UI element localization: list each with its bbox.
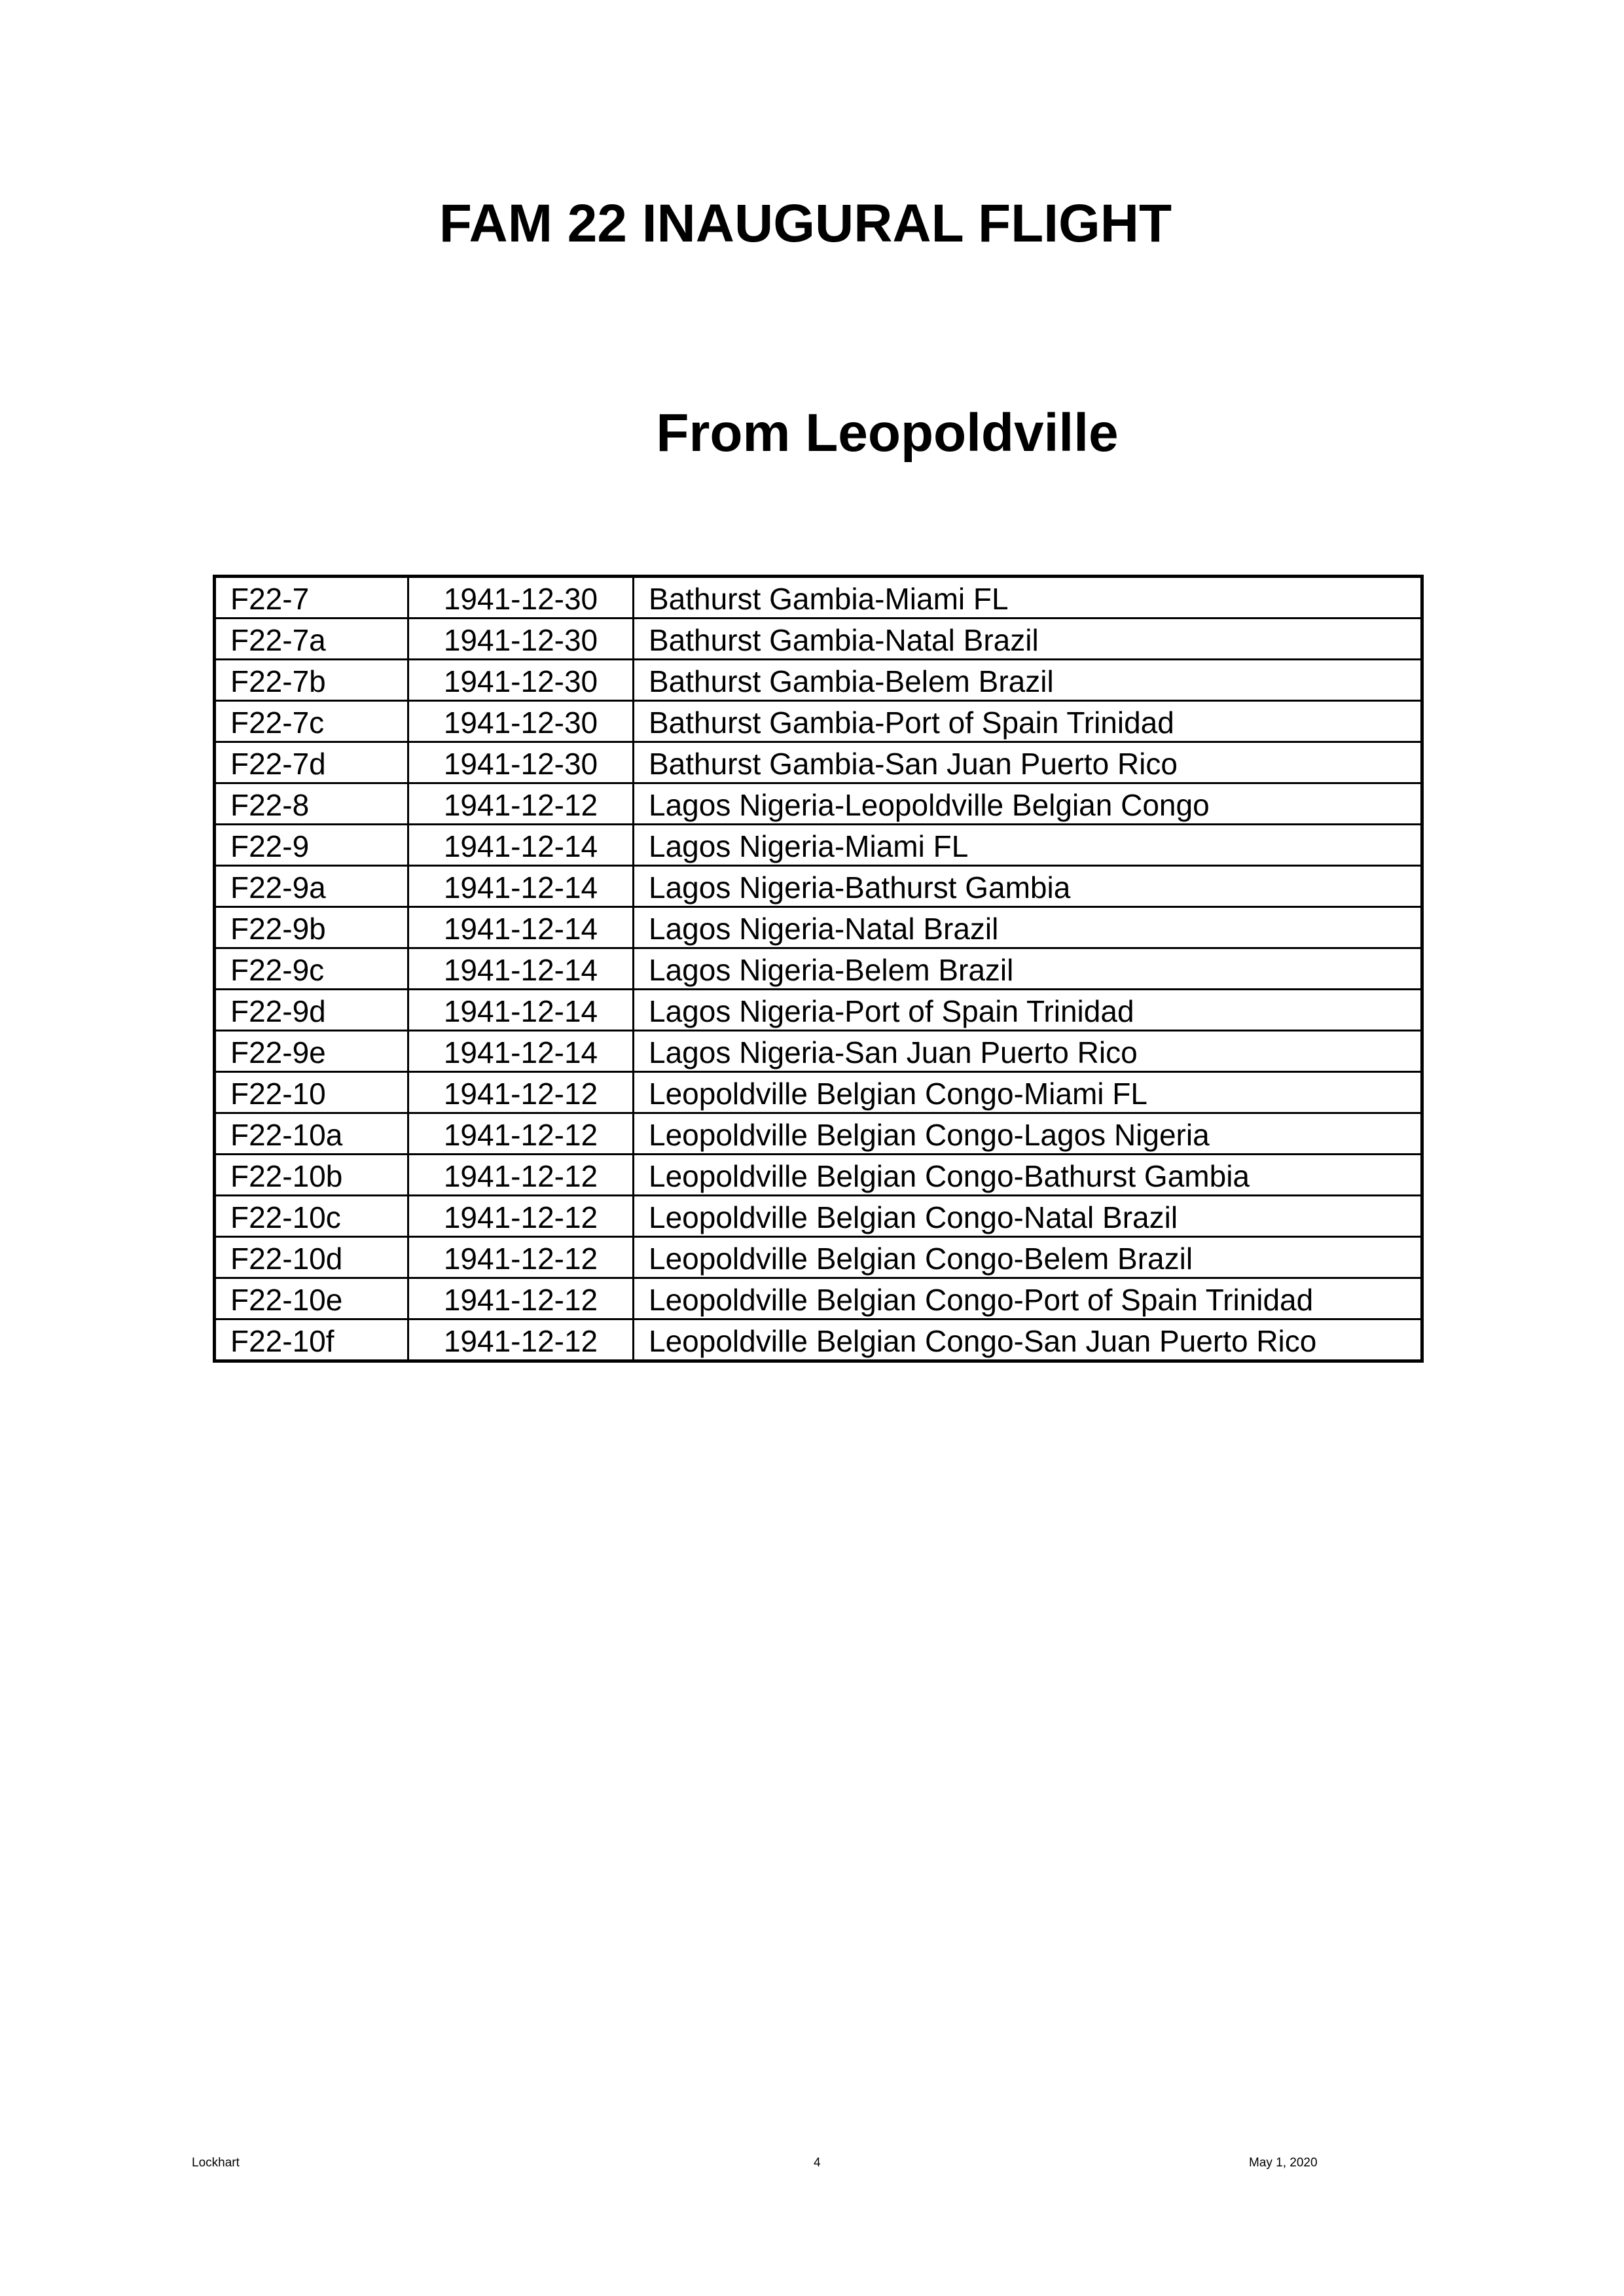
table-row bbox=[215, 1155, 1422, 1196]
flight-id-cell: F22-8 bbox=[215, 783, 408, 825]
flight-id-cell: F22-9e bbox=[215, 1031, 408, 1072]
flight-date-cell: 1941-12-14 bbox=[408, 825, 634, 866]
table-row bbox=[215, 1237, 1422, 1278]
flight-id-cell: F22-10 bbox=[215, 1072, 408, 1113]
flight-id-cell: F22-9d bbox=[215, 990, 408, 1031]
flight-route-cell: Leopoldville Belgian Congo-Bathurst Gambia bbox=[634, 1155, 1422, 1196]
flight-date-cell: 1941-12-12 bbox=[408, 1072, 634, 1113]
table-row bbox=[215, 907, 1422, 948]
flight-route-cell: Leopoldville Belgian Congo-Lagos Nigeria bbox=[634, 1113, 1422, 1155]
page-title: FAM 22 INAUGURAL FLIGHT bbox=[439, 194, 1172, 253]
table-row bbox=[215, 619, 1422, 660]
flight-id-cell: F22-10f bbox=[215, 1319, 408, 1361]
flight-date-cell: 1941-12-30 bbox=[408, 577, 634, 619]
flight-route-cell: Leopoldville Belgian Congo-Natal Brazil bbox=[634, 1196, 1422, 1237]
flight-route-cell: Leopoldville Belgian Congo-Belem Brazil bbox=[634, 1237, 1422, 1278]
flight-id-cell: F22-9a bbox=[215, 866, 408, 907]
flight-id-cell: F22-10e bbox=[215, 1278, 408, 1319]
flight-route-cell: Bathurst Gambia-Miami FL bbox=[634, 577, 1422, 619]
table-row bbox=[215, 825, 1422, 866]
flight-route-cell: Lagos Nigeria-Miami FL bbox=[634, 825, 1422, 866]
flight-date-cell: 1941-12-30 bbox=[408, 701, 634, 742]
flight-id-cell: F22-7 bbox=[215, 577, 408, 619]
flight-route-cell: Lagos Nigeria-Belem Brazil bbox=[634, 948, 1422, 990]
flight-route-cell: Lagos Nigeria-Leopoldville Belgian Congo bbox=[634, 783, 1422, 825]
flight-route-cell: Lagos Nigeria-Bathurst Gambia bbox=[634, 866, 1422, 907]
flight-route-cell: Leopoldville Belgian Congo-San Juan Puerto Rico bbox=[634, 1319, 1422, 1361]
flights-table bbox=[213, 575, 1424, 1363]
flight-route-cell: Bathurst Gambia-San Juan Puerto Rico bbox=[634, 742, 1422, 783]
flight-id-cell: F22-9c bbox=[215, 948, 408, 990]
flight-date-cell: 1941-12-12 bbox=[408, 1237, 634, 1278]
flight-route-cell: Leopoldville Belgian Congo-Port of Spain Trinidad bbox=[634, 1278, 1422, 1319]
table-row bbox=[215, 1113, 1422, 1155]
flight-route-cell: Lagos Nigeria-San Juan Puerto Rico bbox=[634, 1031, 1422, 1072]
table-row bbox=[215, 1278, 1422, 1319]
flight-date-cell: 1941-12-12 bbox=[408, 1278, 634, 1319]
footer-author: Lockhart bbox=[192, 2156, 240, 2170]
flight-route-cell: Lagos Nigeria-Port of Spain Trinidad bbox=[634, 990, 1422, 1031]
table-row bbox=[215, 990, 1422, 1031]
flight-date-cell: 1941-12-12 bbox=[408, 1113, 634, 1155]
flight-id-cell: F22-7b bbox=[215, 660, 408, 701]
table-row bbox=[215, 660, 1422, 701]
flight-date-cell: 1941-12-14 bbox=[408, 1031, 634, 1072]
table-row bbox=[215, 701, 1422, 742]
flight-route-cell: Leopoldville Belgian Congo-Miami FL bbox=[634, 1072, 1422, 1113]
flight-route-cell: Bathurst Gambia-Port of Spain Trinidad bbox=[634, 701, 1422, 742]
flight-date-cell: 1941-12-30 bbox=[408, 660, 634, 701]
page-subtitle: From Leopoldville bbox=[656, 403, 1119, 463]
footer-date: May 1, 2020 bbox=[1249, 2156, 1318, 2170]
table-row bbox=[215, 948, 1422, 990]
flight-route-cell: Bathurst Gambia-Belem Brazil bbox=[634, 660, 1422, 701]
table-row bbox=[215, 1031, 1422, 1072]
flight-id-cell: F22-10b bbox=[215, 1155, 408, 1196]
flight-date-cell: 1941-12-14 bbox=[408, 866, 634, 907]
flight-route-cell: Bathurst Gambia-Natal Brazil bbox=[634, 619, 1422, 660]
flight-date-cell: 1941-12-14 bbox=[408, 907, 634, 948]
table-row bbox=[215, 866, 1422, 907]
flight-id-cell: F22-7a bbox=[215, 619, 408, 660]
table-row bbox=[215, 783, 1422, 825]
flight-id-cell: F22-7d bbox=[215, 742, 408, 783]
flight-date-cell: 1941-12-12 bbox=[408, 1155, 634, 1196]
table-row bbox=[215, 1072, 1422, 1113]
flight-id-cell: F22-7c bbox=[215, 701, 408, 742]
flight-id-cell: F22-9b bbox=[215, 907, 408, 948]
flight-date-cell: 1941-12-14 bbox=[408, 990, 634, 1031]
flight-date-cell: 1941-12-30 bbox=[408, 619, 634, 660]
flights-table-body bbox=[215, 577, 1422, 1361]
footer-page-number: 4 bbox=[814, 2156, 821, 2170]
table-row bbox=[215, 577, 1422, 619]
flight-id-cell: F22-10d bbox=[215, 1237, 408, 1278]
flight-id-cell: F22-10a bbox=[215, 1113, 408, 1155]
table-row bbox=[215, 1196, 1422, 1237]
flight-date-cell: 1941-12-12 bbox=[408, 783, 634, 825]
flight-date-cell: 1941-12-14 bbox=[408, 948, 634, 990]
flight-route-cell: Lagos Nigeria-Natal Brazil bbox=[634, 907, 1422, 948]
flight-date-cell: 1941-12-12 bbox=[408, 1196, 634, 1237]
flight-id-cell: F22-9 bbox=[215, 825, 408, 866]
table-row bbox=[215, 1319, 1422, 1361]
flight-date-cell: 1941-12-30 bbox=[408, 742, 634, 783]
flight-date-cell: 1941-12-12 bbox=[408, 1319, 634, 1361]
table-row bbox=[215, 742, 1422, 783]
flight-id-cell: F22-10c bbox=[215, 1196, 408, 1237]
